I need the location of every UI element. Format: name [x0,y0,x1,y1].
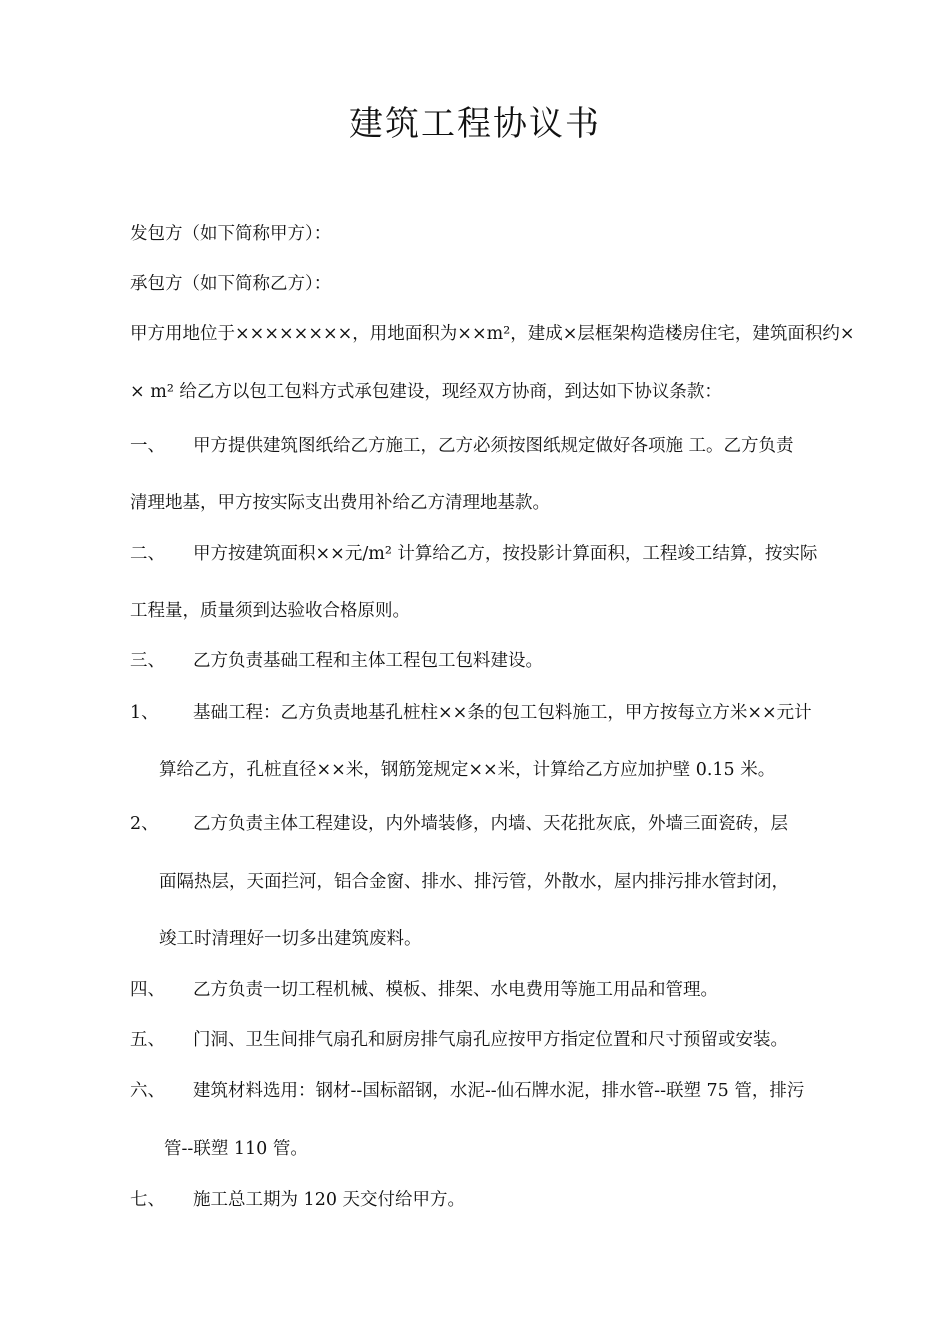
party-b-line: 承包方（如下简称乙方）： [130,274,332,294]
clause-line: 基础工程：乙方负责地基孔桩柱××条的包工包料施工，甲方按每立方米××元计 [193,703,812,723]
subclause-number: 2、 [130,814,159,834]
clause-line: 乙方负责一切工程机械、模板、排架、水电费用等施工用品和管理。 [193,980,718,1000]
clause-line: 甲方提供建筑图纸给乙方施工，乙方必须按图纸规定做好各项施 工。乙方负责 [193,436,794,456]
clause-number: 七、 [130,1190,165,1210]
intro-line-1: 甲方用地位于××××××××，用地面积为××m²，建成×层框架构造楼房住宅，建筑面积约× [130,324,855,344]
clause-line: 乙方负责主体工程建设，内外墙装修，内墙、天花批灰底，外墙三面瓷砖，层 [193,814,788,834]
clause-number: 三、 [130,651,165,671]
clause-number: 二、 [130,544,165,564]
clause-number: 六、 [130,1081,165,1101]
clause-line: 乙方负责基础工程和主体工程包工包料建设。 [193,651,543,671]
clause-number: 五、 [130,1030,165,1050]
clause-line: 建筑材料选用：钢材--国标韶钢，水泥--仙石牌水泥，排水管--联塑 75 管，排污 [193,1081,805,1101]
clause-line: 面隔热层，天面拦河，铝合金窗、排水、排污管，外散水，屋内排污排水管封闭， [159,872,789,892]
clause-number: 一、 [130,436,165,456]
clause-number: 四、 [130,980,165,1000]
document-title: 建筑工程协议书 [349,104,601,144]
clause-line: 竣工时清理好一切多出建筑废料。 [159,929,422,949]
clause-line: 清理地基，甲方按实际支出费用补给乙方清理地基款。 [130,493,550,513]
clause-line: 门洞、卫生间排气扇孔和厨房排气扇孔应按甲方指定位置和尺寸预留或安装。 [193,1030,788,1050]
intro-line-2: × m² 给乙方以包工包料方式承包建设，现经双方协商，到达如下协议条款： [130,382,722,402]
clause-line: 工程量，质量须到达验收合格原则。 [130,601,410,621]
clause-line: 算给乙方，孔桩直径××米，钢筋笼规定××米，计算给乙方应加护壁 0.15 米。 [159,760,776,780]
clause-line: 管--联塑 110 管。 [164,1139,308,1159]
subclause-number: 1、 [130,703,159,723]
clause-line: 施工总工期为 120 天交付给甲方。 [193,1190,466,1210]
clause-line: 甲方按建筑面积××元/m² 计算给乙方，按投影计算面积，工程竣工结算，按实际 [193,544,818,564]
party-a-line: 发包方（如下简称甲方）： [130,224,332,244]
